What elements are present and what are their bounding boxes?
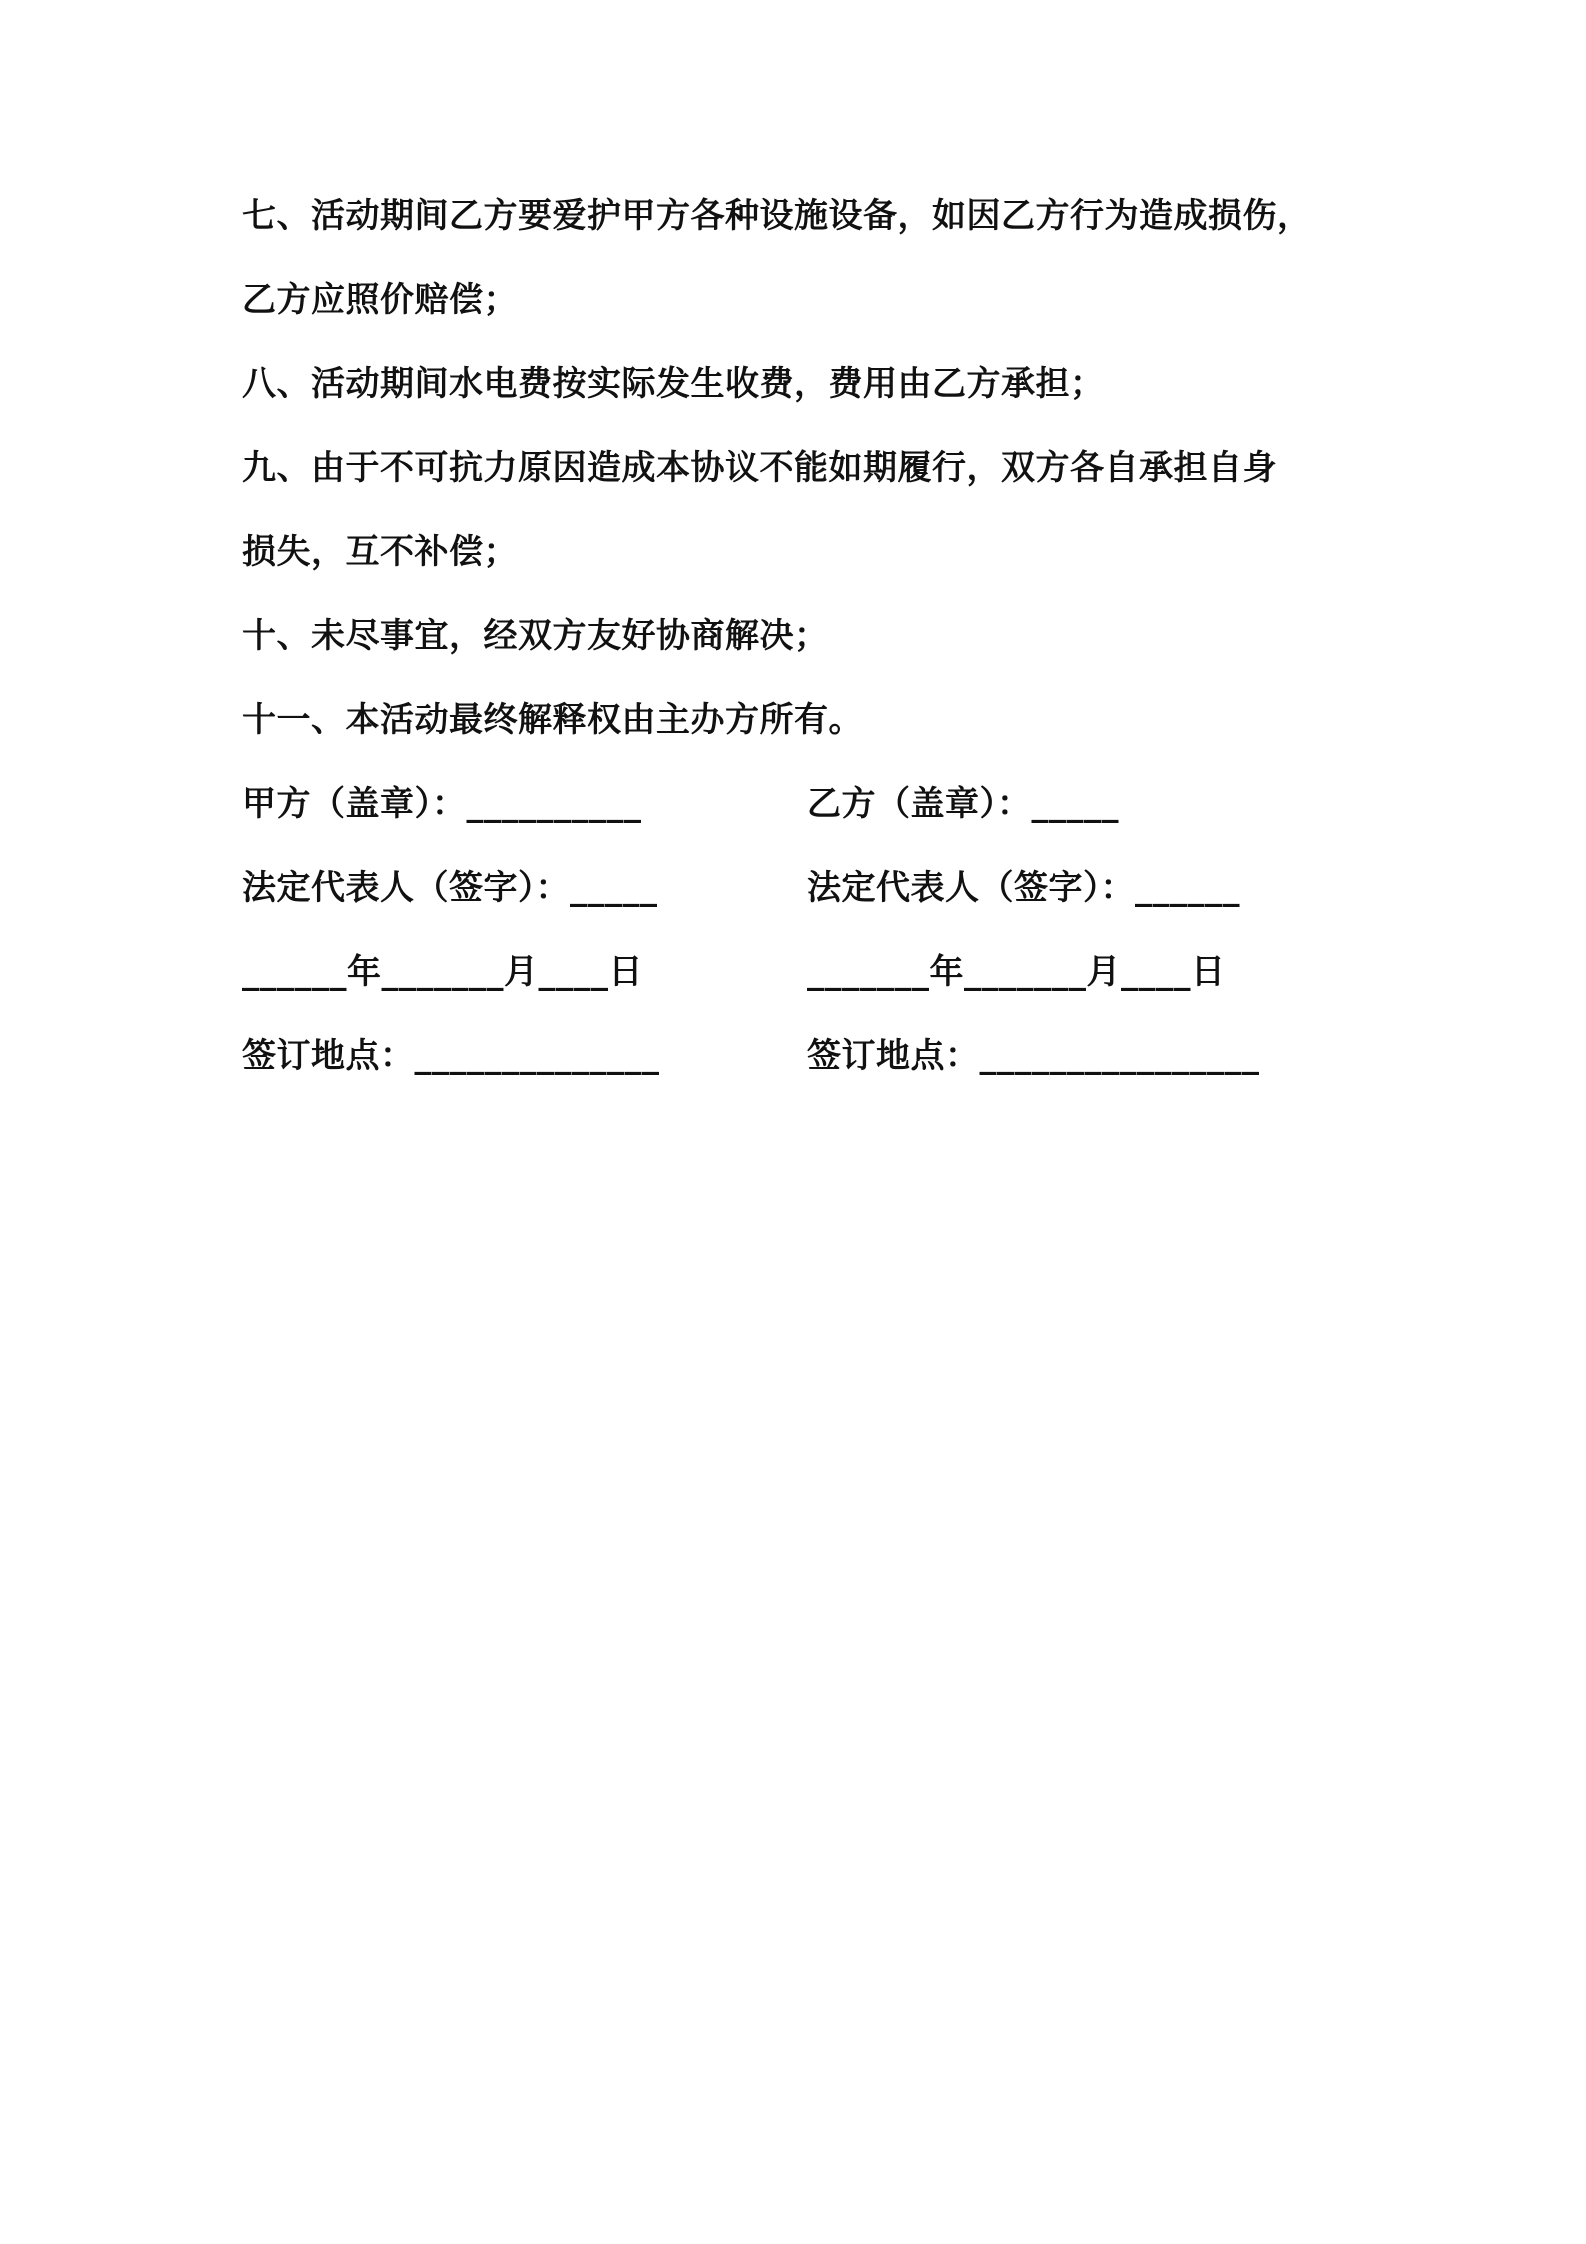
seal-row bbox=[242, 784, 1362, 824]
party-a-date-field: ______年_______月____日 bbox=[242, 952, 643, 992]
clause-8: 八、活动期间水电费按实际发生收费，费用由乙方承担； bbox=[242, 364, 1105, 404]
party-b-date-field: _______年_______月____日 bbox=[807, 952, 1226, 992]
clause-11: 十一、本活动最终解释权由主办方所有。 bbox=[242, 700, 863, 740]
clause-9-line-1: 九、由于不可抗力原因造成本协议不能如期履行，双方各自承担自身 bbox=[242, 448, 1277, 488]
clause-7-line-2: 乙方应照价赔偿； bbox=[242, 280, 518, 320]
clause-7-line-1: 七、活动期间乙方要爱护甲方各种设施设备，如因乙方行为造成损伤， bbox=[242, 196, 1312, 236]
party-b-seal-field: 乙方（盖章）：_____ bbox=[807, 784, 1119, 824]
date-row bbox=[242, 952, 1362, 992]
document-body bbox=[242, 196, 1362, 1120]
party-b-representative-field: 法定代表人（签字）：______ bbox=[807, 868, 1240, 908]
party-a-place-field: 签订地点：______________ bbox=[242, 1036, 660, 1076]
place-row bbox=[242, 1036, 1362, 1076]
clause-9-line-2: 损失，互不补偿； bbox=[242, 532, 518, 572]
party-b-place-field: 签订地点：________________ bbox=[807, 1036, 1260, 1076]
party-a-representative-field: 法定代表人（签字）：_____ bbox=[242, 868, 658, 908]
clause-10: 十、未尽事宜，经双方友好协商解决； bbox=[242, 616, 829, 656]
representative-row bbox=[242, 868, 1362, 908]
party-a-seal-field: 甲方（盖章）：__________ bbox=[242, 784, 642, 824]
